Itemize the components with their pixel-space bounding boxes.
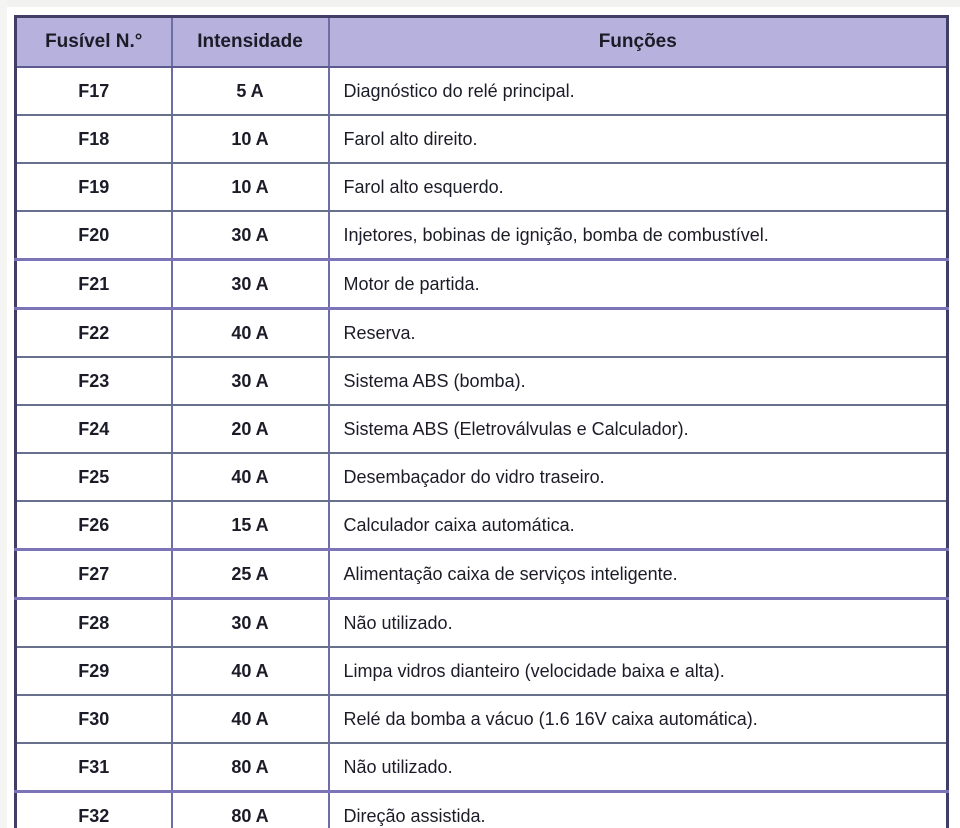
- intensity-cell: 30 A: [172, 211, 329, 260]
- intensity-cell: 40 A: [172, 647, 329, 695]
- table-row: [16, 163, 948, 211]
- table-row: [16, 67, 948, 115]
- intensity-cell: 10 A: [172, 115, 329, 163]
- table-row: [16, 792, 948, 828]
- function-cell: Farol alto direito.: [329, 115, 948, 163]
- function-cell: Não utilizado.: [329, 599, 948, 648]
- table-row: [16, 260, 948, 309]
- fuse-number-cell: F27: [16, 550, 172, 599]
- column-header-fuse-number: Fusível N.°: [16, 17, 172, 68]
- fuse-number-cell: F30: [16, 695, 172, 743]
- fuse-number-cell: F28: [16, 599, 172, 648]
- function-cell: Reserva.: [329, 309, 948, 358]
- function-cell: Desembaçador do vidro traseiro.: [329, 453, 948, 501]
- fuse-number-cell: F18: [16, 115, 172, 163]
- function-cell: Não utilizado.: [329, 743, 948, 792]
- fuse-number-cell: F26: [16, 501, 172, 550]
- fuse-number-cell: F20: [16, 211, 172, 260]
- intensity-cell: 25 A: [172, 550, 329, 599]
- fuse-number-cell: F19: [16, 163, 172, 211]
- fuse-number-cell: F32: [16, 792, 172, 828]
- fuse-number-cell: F21: [16, 260, 172, 309]
- table-row: [16, 405, 948, 453]
- intensity-cell: 80 A: [172, 792, 329, 828]
- column-header-intensity: Intensidade: [172, 17, 329, 68]
- fuse-number-cell: F17: [16, 67, 172, 115]
- fuse-number-cell: F31: [16, 743, 172, 792]
- table-row: [16, 501, 948, 550]
- table-row: [16, 695, 948, 743]
- fuse-number-cell: F29: [16, 647, 172, 695]
- table-row: [16, 647, 948, 695]
- function-cell: Injetores, bobinas de ignição, bomba de combustível.: [329, 211, 948, 260]
- table-row: [16, 357, 948, 405]
- fuse-number-cell: F24: [16, 405, 172, 453]
- table-row: [16, 453, 948, 501]
- table-row: [16, 743, 948, 792]
- intensity-cell: 40 A: [172, 309, 329, 358]
- table-row: [16, 309, 948, 358]
- function-cell: Sistema ABS (bomba).: [329, 357, 948, 405]
- function-cell: Alimentação caixa de serviços inteligente.: [329, 550, 948, 599]
- function-cell: Motor de partida.: [329, 260, 948, 309]
- intensity-cell: 20 A: [172, 405, 329, 453]
- fuse-number-cell: F22: [16, 309, 172, 358]
- table-row: [16, 550, 948, 599]
- column-header-functions: Funções: [329, 17, 948, 68]
- function-cell: Direção assistida.: [329, 792, 948, 828]
- table-row: [16, 211, 948, 260]
- table-row: [16, 599, 948, 648]
- table-row: [16, 115, 948, 163]
- intensity-cell: 30 A: [172, 260, 329, 309]
- intensity-cell: 15 A: [172, 501, 329, 550]
- function-cell: Diagnóstico do relé principal.: [329, 67, 948, 115]
- fuse-number-cell: F25: [16, 453, 172, 501]
- function-cell: Limpa vidros dianteiro (velocidade baixa e alta).: [329, 647, 948, 695]
- function-cell: Relé da bomba a vácuo (1.6 16V caixa automática).: [329, 695, 948, 743]
- intensity-cell: 30 A: [172, 357, 329, 405]
- function-cell: Calculador caixa automática.: [329, 501, 948, 550]
- fuse-table: [14, 15, 949, 828]
- fuse-number-cell: F23: [16, 357, 172, 405]
- intensity-cell: 5 A: [172, 67, 329, 115]
- intensity-cell: 40 A: [172, 695, 329, 743]
- scan-edge-left: [0, 0, 7, 828]
- function-cell: Farol alto esquerdo.: [329, 163, 948, 211]
- scan-edge-top: [0, 0, 960, 7]
- intensity-cell: 80 A: [172, 743, 329, 792]
- table-header-row: [16, 17, 948, 68]
- function-cell: Sistema ABS (Eletroválvulas e Calculador).: [329, 405, 948, 453]
- intensity-cell: 30 A: [172, 599, 329, 648]
- intensity-cell: 10 A: [172, 163, 329, 211]
- intensity-cell: 40 A: [172, 453, 329, 501]
